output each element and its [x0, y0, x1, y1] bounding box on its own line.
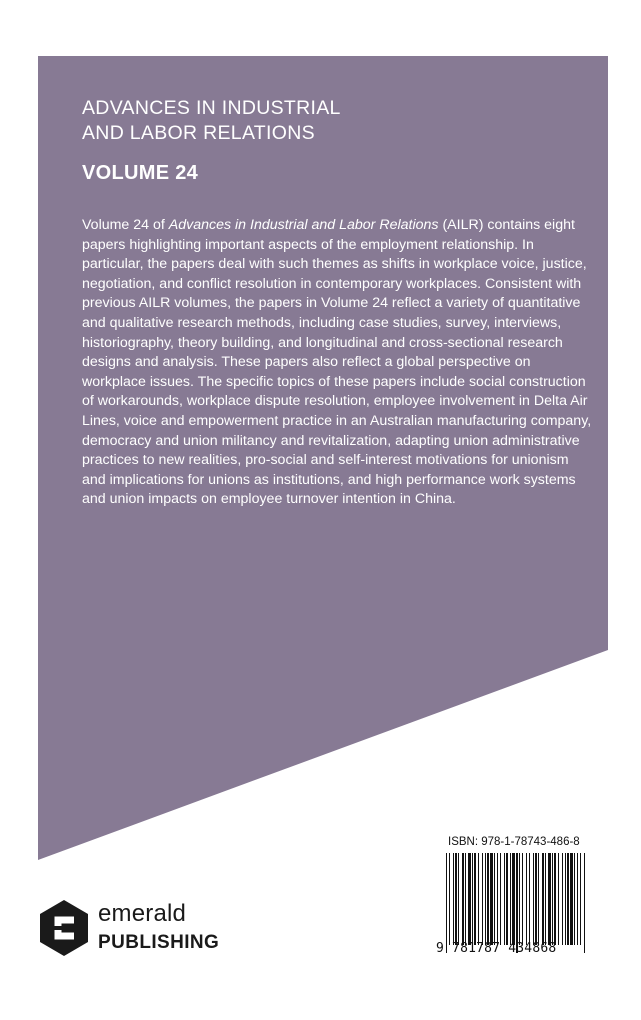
barcode-bar	[465, 853, 466, 945]
barcode-bar	[449, 853, 450, 945]
series-title: ADVANCES IN INDUSTRIAL AND LABOR RELATIONS	[82, 97, 341, 144]
barcode-bar	[577, 853, 578, 945]
barcode-bar	[526, 853, 527, 945]
barcode-bar	[574, 853, 575, 945]
barcode-bar	[468, 853, 471, 945]
barcode-bar	[533, 853, 534, 945]
publisher-name-line-1: emerald	[98, 900, 187, 927]
isbn-label: ISBN: 978-1-78743-486-8	[448, 836, 580, 848]
barcode-bar	[554, 853, 556, 945]
publisher-name-line-2: PUBLISHING	[98, 932, 220, 953]
description-italic-title: Advances in Industrial and Labor Relations	[168, 217, 439, 233]
barcode-bar	[522, 853, 523, 945]
barcode-bar	[487, 853, 489, 945]
barcode-digits: 9 781787 434868	[436, 941, 557, 956]
barcode-bars	[436, 853, 596, 953]
barcode-bar	[552, 853, 553, 945]
barcode-bar	[494, 853, 495, 945]
barcode-bar	[565, 853, 566, 945]
barcode-bar	[512, 853, 515, 945]
barcode-bar	[472, 853, 473, 945]
description-paragraph	[82, 216, 594, 510]
barcode-bar	[542, 853, 544, 945]
barcode-bar	[453, 853, 454, 945]
barcode-bar	[462, 853, 464, 945]
volume-label: VOLUME 24	[82, 162, 199, 184]
barcode-bar	[500, 853, 501, 945]
barcode-bar	[562, 853, 563, 945]
barcode-bar	[482, 853, 483, 945]
barcode-bar	[458, 853, 459, 945]
emerald-e-logo-icon	[38, 898, 90, 958]
barcode-bar	[485, 853, 486, 945]
barcode-bar	[516, 853, 518, 953]
description-intro: Volume 24 of	[82, 217, 169, 233]
barcode-bar	[584, 853, 585, 953]
description-body: (AILR) contains eight papers highlighting important aspects of the employment relationship. In particular, the papers deal with such themes as shifts in workplace voice, justice, negotiation, and conflict resolution in contemporary workplaces. Consistent with previous AILR volumes, the papers in Volume 24 reflect a variety of quantitative and qualitative research methods, including case studies, survey, interviews, historiography, theory building, and longitudinal and cross-sectional research designs and analysis. These papers also reflect a global perspective on workplace issues. The specific topics of these papers include social construction of workarounds, workplace dispute resolution, employee involvement in Delta Air Lines, voice and empowerment practice in an Australian manufacturing company, democracy and union militancy and revitalization, adapting union administrative practices to new realities, pro-social and self-interest motivations for unionism and implications for unions as institutions, and high performance work systems and union impacts on employee turnover intention in China.	[82, 217, 592, 508]
barcode-bar	[446, 853, 447, 953]
barcode-bar	[455, 853, 457, 945]
barcode-bar	[558, 853, 559, 945]
barcode-bar	[548, 853, 551, 945]
barcode-block	[436, 835, 596, 956]
barcode-bar	[580, 853, 581, 945]
barcode-bar	[474, 853, 476, 945]
barcode-bar	[545, 853, 546, 945]
barcode-bar	[567, 853, 569, 945]
barcode-bar	[529, 853, 530, 945]
barcode-bar	[535, 853, 537, 945]
barcode-bar	[519, 853, 520, 945]
barcode-bar	[490, 853, 493, 945]
barcode-bar	[506, 853, 508, 945]
barcode-bar	[570, 853, 573, 945]
barcode-bar	[538, 853, 539, 945]
barcode-bar	[504, 853, 505, 945]
barcode-bar	[497, 853, 498, 945]
barcode-bar	[510, 853, 511, 945]
barcode-bar	[478, 853, 479, 945]
